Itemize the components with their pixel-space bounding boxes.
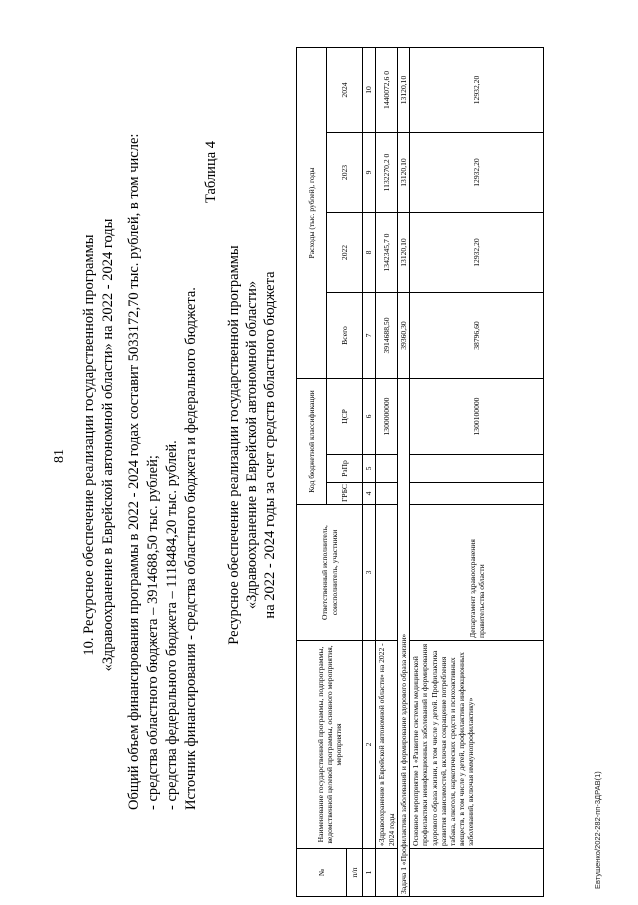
header-total: Всего (327, 293, 363, 379)
header-grbs: ГРБС (327, 483, 363, 505)
program-grbs (376, 483, 398, 505)
section-title (80, 185, 118, 705)
section-title-line: 10. Ресурсное обеспечение реализации государственной программы (81, 234, 97, 656)
activity-num (410, 849, 544, 897)
document-footer: Евтушенко/2022-282-пп-3ДРАВ(1) (593, 771, 602, 889)
funding-intro (125, 70, 201, 810)
page-number: 81 (52, 449, 67, 463)
col-number: 10 (363, 47, 376, 132)
header-2024: 2024 (327, 47, 363, 132)
column-number-row (363, 47, 376, 896)
intro-line: - средства федерального бюджета – 1118484,20 тыс. рублей. (164, 440, 180, 810)
task-total: 39360,30 (398, 293, 410, 379)
header-name: Наименование государственной программы, подпрограммы, ведомственной целевой программы, основного мероприятия, мероприятия (297, 641, 363, 849)
program-2024: 1440072,6 0 (376, 47, 398, 132)
header-row (297, 47, 327, 896)
header-rzpr: РзПр (327, 455, 363, 483)
header-2023: 2023 (327, 133, 363, 213)
activity-csr: 1300100000 (410, 379, 544, 455)
activity-rzpr (410, 455, 544, 483)
col-number: 4 (363, 483, 376, 505)
table-title-line: на 2022 - 2024 годы за счет средств областного бюджета (262, 271, 278, 619)
program-csr: 1300000000 (376, 379, 398, 455)
program-rzpr (376, 455, 398, 483)
program-num (376, 849, 398, 897)
task-2023: 13120,10 (398, 133, 410, 213)
table-title-line: «Здравоохранение в Еврейской автономной области» (244, 280, 260, 610)
program-row (376, 47, 398, 896)
col-number: 9 (363, 133, 376, 213)
program-name: «Здравоохранение в Еврейской автономной области» на 2022 - 2024 годы (376, 641, 398, 849)
intro-line: Источник финансирования - средства областного бюджета и федерального бюджета. (183, 287, 199, 810)
col-number: 6 (363, 379, 376, 455)
header-num: № (297, 849, 347, 897)
header-executor: Ответственный исполнитель, соисполнитель, участники (297, 505, 363, 641)
section-title-line: «Здравоохранение в Еврейской автономной области» на 2022 - 2024 годы (100, 218, 116, 672)
col-number: 2 (363, 641, 376, 849)
header-2022: 2022 (327, 213, 363, 293)
table-label: Таблица 4 (203, 140, 219, 203)
task-2024: 13120,10 (398, 47, 410, 132)
task-2022: 13120,10 (398, 213, 410, 293)
task-label: Задача 1 «Профилактика заболеваний и формирование здорового образа жизни» (398, 379, 410, 897)
activity-name: Основное мероприятие 1 «Развитие системы медицинской профилактики неинфекционных заболеваний и формирования здорового образа жизни, в том числе у детей. Профилактика развития зависимостей, включая сокращение потребления табака, алкоголя, наркотических средств и психоактивных веществ, в том числе у детей, профилактика инфекционных заболеваний, включая иммунопрофилактику» (410, 641, 544, 849)
col-number: 7 (363, 293, 376, 379)
intro-line: Общий объем финансирования программы в 2022 - 2024 годах составит 5033172,70 тыс. рублей, в том числе: (126, 133, 142, 810)
intro-line: - средства областного бюджета – 3914688,50 тыс. рублей; (145, 455, 161, 810)
program-2022: 1342345,7 0 (376, 213, 398, 293)
col-number: 1 (363, 849, 376, 897)
activity-2022: 12932,20 (410, 213, 544, 293)
col-number: 8 (363, 213, 376, 293)
activity-2024: 12932,20 (410, 47, 544, 132)
task-row (398, 47, 410, 896)
program-total: 3914688,50 (376, 293, 398, 379)
program-executor (376, 505, 398, 641)
header-expenses: Расходы (тыс. рублей), годы (297, 47, 327, 378)
activity-row (410, 47, 544, 896)
col-number: 5 (363, 455, 376, 483)
activity-total: 38796,60 (410, 293, 544, 379)
resource-table (296, 47, 544, 897)
header-num-sub: п/п (347, 849, 363, 897)
activity-grbs (410, 483, 544, 505)
header-csr: ЦСР (327, 379, 363, 455)
activity-executor: Департамент здравоохранения правительства области (410, 505, 544, 641)
activity-2023: 12932,20 (410, 133, 544, 213)
table-title-line: Ресурсное обеспечение реализации государственной программы (226, 245, 242, 645)
header-budget-code: Код бюджетной классификации (297, 379, 327, 505)
table-title (225, 205, 279, 685)
program-2023: 1132270,2 0 (376, 133, 398, 213)
col-number: 3 (363, 505, 376, 641)
